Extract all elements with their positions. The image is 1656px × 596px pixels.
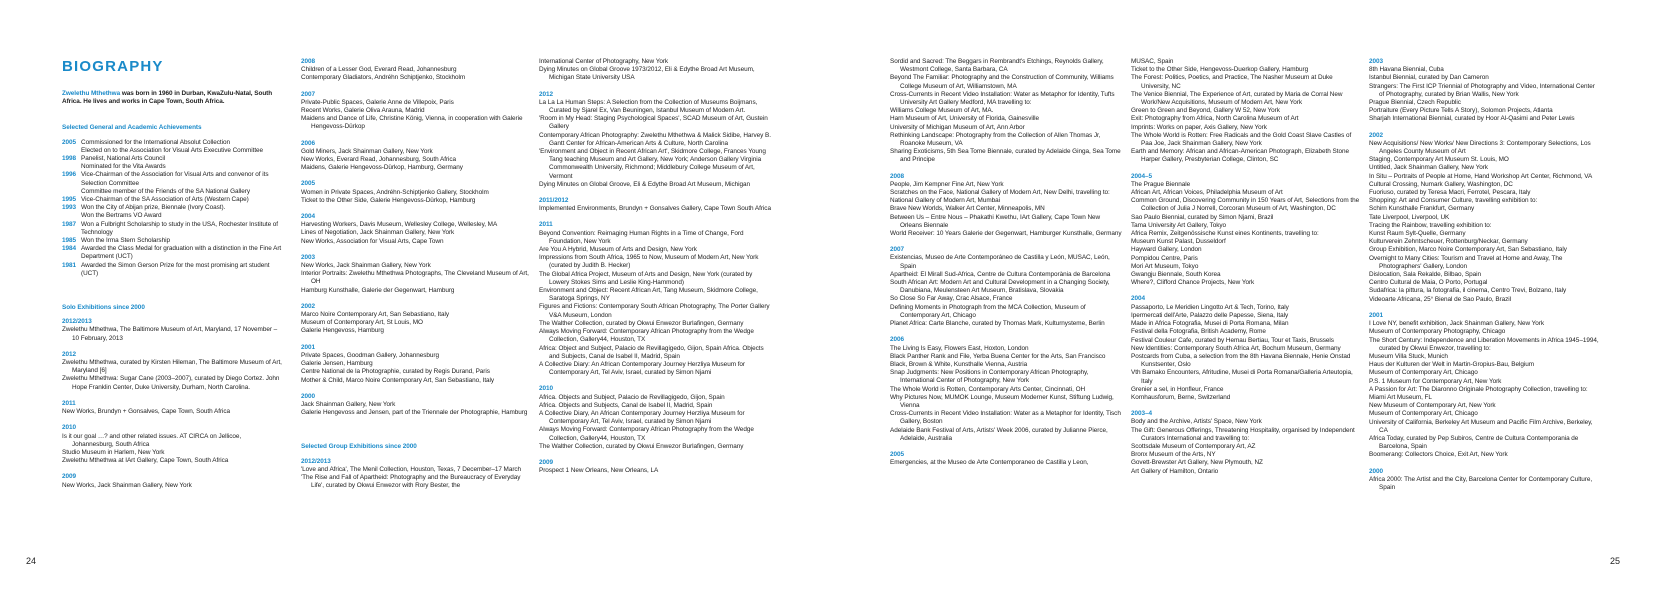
exhibition-entry: Common Ground, Discovering Community in 150 Years of Art, Selections from the Collection of Julia J Norrell, Corcoran Museum of Art, Washington, DC — [1131, 197, 1360, 213]
exhibition-year-block — [539, 221, 771, 377]
exhibition-entry: Always Moving Forward: Contemporary African Photography from the Wedge Collection, Gallery44, Houston, TX — [539, 426, 754, 442]
exhibition-entry: So Close So Far Away, Crac Alsace, France — [890, 295, 1013, 303]
exhibition-entry: Videoarte Africana, 25° Bienal de Sao Paulo, Brazil — [1369, 295, 1511, 303]
exhibition-entry: Apartheid: El Mirall Sud-Africa, Centre de Cultura Contemporània de Barcelona — [890, 270, 1111, 278]
exhibition-year: 2004 — [1131, 295, 1146, 303]
achievement-line: Panelist, National Arts Council — [81, 155, 166, 163]
exhibition-entry: Zwelethu Mthethwa, The Baltimore Museum of Art, Maryland, 17 November – 10 February, 2013 — [62, 326, 278, 342]
exhibition-year-block — [62, 473, 284, 489]
exhibition-entry: P.S. 1 Museum for Contemporary Art, New York — [1369, 377, 1502, 385]
exhibition-year: 2003–4 — [1131, 410, 1153, 418]
achievement-year: 1984 — [62, 245, 77, 253]
exhibition-entry: Scottsdale Museum of Contemporary Art, AZ — [1131, 442, 1256, 450]
exhibition-entry: New Museum of Contemporary Art, New York — [1369, 402, 1496, 410]
achievement-text — [81, 204, 284, 220]
achievement-text — [81, 245, 284, 261]
exhibition-entry: Portraiture (Every Picture Tells A Story), Solomon Projects, Atlanta — [1369, 107, 1553, 115]
exhibition-entry: Mother & Child, Marco Noire Contemporary Art, San Sebastiano, Italy — [301, 376, 495, 384]
exhibition-entry: Tama University Art Gallery, Tokyo — [1131, 221, 1227, 229]
achievement-line: Commissioned for the International Absolut Collection — [81, 138, 231, 146]
exhibition-year-block — [890, 173, 1122, 239]
exhibition-year-block — [539, 197, 771, 213]
exhibition-year-block — [1369, 132, 1601, 304]
exhibition-entry: I Love NY, benefit exhibition, Jack Shainman Gallery, New York — [1369, 320, 1544, 328]
exhibition-entry: Kornhausforum, Berne, Switzerland — [1131, 393, 1231, 401]
exhibition-year-block — [890, 336, 1122, 443]
exhibition-entry: Green to Green and Beyond, Gallery W 52, New York — [1131, 107, 1280, 115]
solo-exhibitions-part-2 — [301, 58, 533, 417]
achievement-line: Vice-Chairman of the SA Association of Arts (Western Cape) — [81, 196, 249, 204]
achievement-text — [81, 196, 284, 204]
exhibition-year-block — [62, 351, 284, 392]
exhibition-entry: Sudafrica: la pittura, la fotografia, il cinema, Centro Trevi, Bolzano, Italy — [1369, 287, 1567, 295]
solo-exhibitions-part-1 — [62, 318, 284, 489]
exhibition-entry: Mori Art Museum, Tokyo — [1131, 262, 1199, 270]
exhibition-entry: A Passion for Art: The Diaronno Originale Photography Collection, travelling to: — [1369, 385, 1588, 393]
exhibition-entry: The Short Century: Independence and Liberation Movements in Africa 1945–1994, curated by Okwui Enwezor, travelling to: — [1369, 336, 1599, 352]
exhibition-year-block — [539, 91, 771, 189]
exhibition-entry: Haus der Kulturen der Welt in Martin-Gropius-Bau, Belgium — [1369, 361, 1535, 369]
achievement-line: Vice-Chairman of the Association for Visual Arts and convenor of its Selection Committee — [81, 171, 269, 187]
exhibition-entry: 'Room in My Head: Staging Psychological Spaces', SCAD Museum of Art, Gustein Gallery — [539, 115, 768, 131]
column-5 — [1131, 58, 1363, 484]
exhibition-entry: Centro Cultural de Maia, O Porto, Portugal — [1369, 279, 1488, 287]
exhibition-year: 2004–5 — [1131, 172, 1153, 180]
exhibition-entry: The Whole World is Rotten, Contemporary Arts Center, Cincinnati, OH — [890, 385, 1086, 393]
achievement-row — [62, 237, 284, 245]
exhibition-entry: World Receiver: 10 Years Galerie der Gegenwart, Hamburger Kunsthalle, Germany — [890, 230, 1122, 238]
exhibition-year: 2001 — [1369, 311, 1384, 319]
exhibition-entry: Body and the Archive, Artists' Space, New York — [1131, 418, 1262, 426]
achievement-row — [62, 221, 284, 237]
exhibition-entry: Festival Couleur Cafe, curated by Hemau Bertiau, Tour et Taxis, Brussels — [1131, 336, 1334, 344]
exhibition-entry: Zwelethu Mthethwa at IArt Gallery, Cape Town, South Africa — [62, 457, 229, 465]
exhibition-year-block — [1131, 173, 1363, 288]
exhibition-entry: Dying Minutes on Global Groove, Eli & Edythe Broad Art Museum, Michigan — [539, 180, 750, 188]
column-2 — [301, 58, 533, 498]
exhibition-entry: Miami Art Museum, FL — [1369, 393, 1432, 401]
exhibition-year-block — [1369, 312, 1601, 460]
achievements-list — [62, 139, 284, 278]
exhibition-year: 2007 — [890, 246, 905, 254]
exhibition-entry: Kulturverein Zehntscheuer, Rottenburg/Neckar, Germany — [1369, 238, 1528, 246]
exhibition-year: 2006 — [890, 336, 905, 344]
exhibition-entry: Children of a Lesser God, Everard Read, Johannesburg — [301, 66, 457, 74]
page-number-left: 24 — [26, 556, 37, 566]
achievement-line: Won a Fulbright Scholarship to study in the USA, Rochester Institute of Technology — [81, 220, 279, 236]
exhibition-entry: Implemented Environments, Brundyn + Gonsalves Gallery, Cape Town South Africa — [539, 205, 771, 213]
group-exhibitions-part-2 — [539, 58, 771, 475]
exhibition-year-block — [1369, 58, 1601, 124]
exhibition-entry: Zwelethu Mthethwa, curated by Kirsten Hileman, The Baltimore Museum of Art, Maryland [6] — [62, 359, 282, 375]
exhibition-entry: New Works, Jack Shainman Gallery, New York — [62, 481, 192, 489]
exhibition-year-block — [1131, 295, 1363, 402]
exhibition-entry: Grenier a sel, in Honfleur, France — [1131, 385, 1224, 393]
exhibition-entry: Strangers: The First ICP Triennial of Photography and Video, International Center of Photography, curated by Brian Wallis, New York — [1369, 82, 1595, 98]
exhibition-entry: The Whole World is Rotten: Free Radicals and the Gold Coast Slave Castles of Paa Joe, Jack Shainman Gallery, New York — [1131, 131, 1352, 148]
exhibition-year: 2006 — [301, 139, 316, 147]
exhibition-entry: The Walther Collection, curated by Okwui Enwezor Burlafingen, Germany — [539, 442, 744, 450]
exhibition-entry: Black Panther Rank and File, Yerba Buena Center for the Arts, San Francisco — [890, 352, 1106, 360]
exhibition-year: 2001 — [301, 343, 316, 351]
exhibition-entry: The Forest: Politics, Poetics, and Practice, The Nasher Museum at Duke University, NC — [1131, 74, 1333, 90]
exhibition-entry: New Works, Everard Read, Johannesburg, South Africa — [301, 156, 457, 164]
exhibition-entry: Cross-Currents in Recent Video Installation: Water as a Metaphor for Identity, Tisch Gallery, Boston — [890, 410, 1121, 426]
group-exhibitions-part-1 — [301, 458, 533, 491]
exhibition-entry: A Collective Diary, An African Contemporary Journey Herzliya Museum for Contemporary Art, Tel Aviv, Israel, curated by Simon Njami — [539, 409, 745, 426]
exhibition-entry: African Art, African Voices, Philadelphia Museum of Art — [1131, 189, 1283, 197]
exhibition-year-block — [890, 246, 1122, 328]
exhibition-entry: 8th Havana Biennial, Cuba — [1369, 66, 1444, 74]
exhibition-entry: Cultural Crossing, Numark Gallery, Washington, DC — [1369, 180, 1513, 188]
exhibition-year-block — [1131, 410, 1363, 476]
exhibition-entry: Ticket to the Other Side, Galerie Hengevoss-Dürkop, Hamburg — [301, 196, 476, 204]
exhibition-entry: Prague Biennial, Czech Republic — [1369, 99, 1461, 107]
exhibition-year: 2005 — [890, 450, 905, 458]
exhibition-entry: Imprints: Works on paper, Axis Gallery, New York — [1131, 123, 1267, 131]
exhibition-entry: Hayward Gallery, London — [1131, 246, 1202, 254]
exhibition-year: 2005 — [301, 180, 316, 188]
exhibition-year-block — [301, 140, 533, 173]
exhibition-entry: Galerie Hengevoss and Jensen, part of the Triennale der Photographie, Hamburg — [301, 409, 528, 417]
exhibition-year-block — [301, 344, 533, 385]
exhibition-year: 2012/2013 — [62, 318, 92, 326]
exhibition-entry: New Works, Brundyn + Gonsalves, Cape Town, South Africa — [62, 408, 231, 416]
exhibition-year: 2008 — [890, 172, 905, 180]
exhibition-entry: 'The Rise and Fall of Apartheid: Photography and the Bureaucracy of Everyday Life', curated by Okwui Enwezor with Rory Bester, the — [301, 473, 521, 490]
exhibition-year-block — [62, 400, 284, 416]
exhibition-year: 2010 — [539, 385, 554, 393]
exhibition-entry: International Center of Photography, New York — [539, 58, 669, 65]
exhibition-entry: The Prague Biennale — [1131, 180, 1191, 188]
exhibition-entry: Planet Africa: Carte Blanche, curated by Thomas Mark, Kulturnysteme, Berlin — [890, 320, 1105, 328]
exhibition-year: 2008 — [301, 58, 316, 65]
exhibition-entry: Ticket to the Other Side, Hengevoss-Duerkop Gallery, Hamburg — [1131, 66, 1309, 74]
exhibition-entry: Are You A Hybrid, Museum of Arts and Design, New York — [539, 246, 697, 254]
exhibition-year: 2012 — [539, 90, 554, 98]
exhibition-entry: Cross-Currents in Recent Video Installation: Water as Metaphor for Identity, Tufts University Art Gallery Medford, MA travelling to: — [890, 90, 1115, 107]
exhibition-entry: Museum Kunst Palast, Dusseldorf — [1131, 238, 1226, 246]
exhibition-entry: Kunst Raum Sylt-Quelle, Germany — [1369, 230, 1466, 238]
exhibition-entry: Scratches on the Face, National Gallery of Modern Art, New Delhi, travelling to: — [890, 189, 1110, 197]
exhibition-year: 2002 — [301, 302, 316, 310]
group-exhibitions-part-5 — [1369, 58, 1601, 492]
exhibition-year: 2000 — [301, 392, 316, 400]
exhibition-year-block — [539, 385, 771, 451]
exhibition-entry: Maidens and Dance of Life, Christine König, Vienna, in cooperation with Galerie Hengevoss-Dürkop — [301, 115, 523, 131]
exhibition-entry: Art Gallery of Hamilton, Ontario — [1131, 467, 1219, 475]
column-1 — [62, 58, 284, 498]
achievement-line: Won the Irma Stern Scholarship — [81, 237, 170, 245]
intro-text: was born in 1960 in Durban, KwaZulu-Natal, South Africa. He lives and works in Cape Town, South Africa. — [62, 90, 273, 106]
exhibition-entry: Lines of Negotiation, Jack Shainman Gallery, New York — [301, 229, 455, 237]
column-4 — [890, 58, 1122, 475]
achievement-year: 2005 — [62, 138, 77, 146]
achievement-year: 1987 — [62, 220, 77, 228]
exhibition-entry: Africa Today, curated by Pep Subiros, Centre de Cultura Contemporania de Barcelona, Spain — [1369, 434, 1579, 451]
exhibition-entry: Harn Museum of Art, University of Florida, Gainesville — [890, 115, 1039, 123]
exhibition-year: 2011 — [62, 399, 76, 407]
exhibition-year: 2009 — [62, 473, 77, 481]
exhibition-entry: Museum of Contemporary Art, Chicago — [1369, 369, 1478, 377]
exhibition-entry: Gold Miners, Jack Shainman Gallery, New York — [301, 147, 433, 155]
exhibition-entry: Prospect 1 New Orleans, New Orleans, LA — [539, 467, 659, 475]
exhibition-entry: National Gallery of Modern Art, Mumbai — [890, 197, 1000, 205]
achievement-text — [81, 262, 284, 278]
exhibition-entry: Overnight to Many Cities: Tourism and Travel at Home and Away, The Photographers' Gallery, London — [1369, 254, 1563, 270]
exhibition-entry: La La La Human Steps: A Selection from the Collection of Museums Boijmans, Curated by Sjarel Ex, Van Beuningen, Istanbul Museum of Modern Art. — [539, 98, 758, 115]
exhibition-entry: Where?, Clifford Chance Projects, New York — [1131, 279, 1255, 287]
exhibition-entry: Sharjah International Biennial, curated by Hoor Al-Qasimi and Peter Lewis — [1369, 115, 1575, 123]
exhibition-entry: Tracing the Rainbow, travelling exhibition to: — [1369, 221, 1492, 229]
page-number-right: 25 — [1610, 556, 1621, 566]
achievement-row — [62, 262, 284, 278]
page-title: BIOGRAPHY — [62, 58, 164, 75]
exhibition-year-block — [539, 58, 771, 83]
exhibition-entry: New Works, Association for Visual Arts, Cape Town — [301, 237, 444, 245]
achievement-text — [81, 139, 284, 155]
exhibition-entry: Bronx Museum of the Arts, NY — [1131, 451, 1216, 459]
achievement-line: Elected on to the Association for Visual Arts Executive Committee — [81, 146, 264, 154]
exhibition-entry: Ipermercati dell'Arte, Palazzo delle Papesse, Siena, Italy — [1131, 311, 1289, 319]
achievement-year: 1998 — [62, 155, 77, 163]
exhibition-year-block — [62, 424, 284, 465]
exhibition-entry: Museum Villa Stuck, Munich — [1369, 352, 1448, 360]
exhibition-entry: Fuoriuso, curated by Teresa Macri, Ferrotel, Pescara, Italy — [1369, 189, 1531, 197]
exhibition-entry: Govett-Brewster Art Gallery, New Plymouth, NZ — [1131, 459, 1263, 467]
achievement-text — [81, 237, 284, 245]
exhibition-entry: Hamburg Kunsthalle, Galerie der Gegenwart, Hamburg — [301, 286, 455, 294]
exhibition-entry: Made in Africa Fotografia, Musei di Porta Romana, Milan — [1131, 320, 1289, 328]
achievement-year: 1996 — [62, 171, 77, 179]
exhibition-year-block — [301, 393, 533, 418]
exhibition-entry: Vth Bamako Encounters, Afritudine, Musei di Porta Romana/Galleria Arteutopia, Italy — [1131, 369, 1353, 385]
achievement-row — [62, 245, 284, 261]
exhibition-entry: 'Environment and Object in Recent African Art', Skidmore College, Frances Young Tang teaching Museum and Art Gallery, New York; Anderson Gallery Virginia Commonwealth University, Richmond; Middlebury College Museum of Art, Vermont — [539, 148, 766, 180]
exhibition-entry: New Works, Jack Shainman Gallery, New York — [301, 262, 431, 270]
exhibition-entry: Museum of Contemporary Photography, Chicago — [1369, 328, 1506, 336]
exhibition-entry: Harvesting Workers, Davis Museum, Wellesley College, Wellesley, MA — [301, 221, 498, 229]
achievement-row — [62, 204, 284, 220]
exhibition-entry: Between Us – Entre Nous – Phakathi Kwethu, IArt Gallery, Cape Town New Orleans Biennale — [890, 213, 1101, 229]
exhibition-entry: Beyond The Familiar: Photography and the Construction of Community, Williams College Museum of Art, Williamstown, MA — [890, 74, 1114, 90]
exhibition-entry: The Living Is Easy, Flowers East, Hoxton, London — [890, 344, 1029, 352]
exhibition-entry: Exit: Photography from Africa, North Carolina Museum of Art — [1131, 115, 1299, 123]
exhibition-entry: University of Michigan Museum of Art, Ann Arbor — [890, 123, 1025, 131]
exhibition-entry: Postcards from Cuba, a selection from the 8th Havana Biennale, Henie Onstad Kunstsenter, Oslo — [1131, 352, 1351, 369]
exhibition-year-block — [1131, 58, 1363, 165]
achievement-year: 1981 — [62, 261, 77, 269]
exhibition-entry: Brave New Worlds, Walker Art Center, Minneapolis, MN — [890, 205, 1045, 213]
exhibition-entry: South African Art: Modern Art and Cultural Development in a Changing Society, Danubiana, Meulensteen Art Museum, Bratislava, Slovakia — [890, 279, 1110, 295]
exhibition-entry: Why Pictures Now, MUMOK Lounge, Museum Moderner Kunst, Stiftung Ludwig, Vienna — [890, 393, 1114, 409]
exhibition-entry: Zwelethu Mthethwa: Sugar Cane (2003–2007), curated by Diego Cortez. John Hope Franklin Center, Duke University, Durham, North Carolina. — [62, 375, 280, 391]
exhibition-entry: Centre National de la Photographie, curated by Regis Durand, Paris — [301, 368, 490, 376]
exhibition-entry: Adelaide Bank Festival of Arts, Artists' Week 2006, curated by Julianne Pierce, Adelaide, Australia — [890, 426, 1108, 442]
achievement-line: Won the City of Abijan prize, Biennale (Ivory Coast). — [81, 204, 226, 212]
exhibition-year-block — [301, 180, 533, 205]
exhibition-entry: Gwangju Biennale, South Korea — [1131, 271, 1221, 279]
group-heading: Selected Group Exhibitions since 2000 — [301, 443, 417, 451]
achievement-year: 1985 — [62, 237, 77, 245]
exhibition-year: 2012 — [62, 350, 77, 358]
exhibition-entry: 'Love and Africa', The Menil Collection, Houston, Texas, 7 December–17 March — [301, 465, 522, 473]
exhibition-entry: The Gift: Generous Offerings, Threatening Hospitality, organised by Independent Curators International and travelling to: — [1131, 426, 1355, 442]
exhibition-year-block — [301, 91, 533, 132]
exhibition-entry: Passaporto, Le Meridien Lingotto Art & Tech, Torino, Italy — [1131, 303, 1289, 311]
achievement-line: Committee member of the Friends of the SA National Gallery — [81, 187, 251, 195]
exhibition-entry: The Walther Collection, curated by Okwui Enwezor Burlafingen, Germany — [539, 319, 744, 327]
exhibition-year: 2000 — [1369, 467, 1384, 475]
exhibition-entry: A Collective Diary: An African Contemporary Journey Herzliya Museum for Contemporary Art, Tel Aviv, Israel, curated by Simon Njami — [539, 360, 746, 377]
exhibition-entry: Istanbul Biennial, curated by Dan Cameron — [1369, 74, 1489, 82]
exhibition-entry: Dying Minutes on Global Groove 1973/2012, Eli & Edythe Broad Art Museum, Michigan State University USA — [539, 66, 755, 82]
achievement-text — [81, 171, 284, 196]
exhibition-year: 2007 — [301, 90, 316, 98]
exhibition-year: 2002 — [1369, 131, 1384, 139]
achievement-text — [81, 221, 284, 237]
exhibition-entry: Schirn Kunsthalle Frankfurt, Germany — [1369, 205, 1475, 213]
exhibition-entry: Shopping: Art and Consumer Culture, travelling exhibition to: — [1369, 197, 1538, 205]
exhibition-year: 2004 — [301, 213, 316, 221]
exhibition-entry: Sharing Exoticisms, 5th Sea Tome Biennale, curated by Adelaide Ginga, Sea Tome and Principe — [890, 148, 1121, 164]
achievement-line: Awarded the Simon Gerson Prize for the most promising art student (UCT) — [81, 261, 270, 277]
exhibition-year: 2009 — [539, 458, 554, 466]
exhibition-entry: Private Spaces, Goodman Gallery, Johannesburg — [301, 351, 439, 359]
achievements-heading: Selected General and Academic Achievements — [62, 124, 202, 132]
exhibition-entry: Rethinking Landscape: Photography from the Collection of Allen Thomas Jr, Roanoke Museum, VA — [890, 131, 1101, 148]
exhibition-entry: Williams College Museum of Art, MA. — [890, 107, 994, 115]
exhibition-entry: Women in Private Spaces, Andréhn-Schiptjenko Gallery, Stockholm — [301, 188, 489, 196]
exhibition-entry: Sordid and Sacred: The Beggars in Rembrandt's Etchings, Reynolds Gallery, Westmont College, Santa Barbara, CA — [890, 58, 1104, 74]
achievement-text — [81, 155, 284, 171]
exhibition-entry: Black, Brown & White, Kunsthalle Vienna, Austria — [890, 360, 1028, 368]
exhibition-entry: Festival della Fotografia, British Academy, Rome — [1131, 328, 1266, 336]
exhibition-entry: Environment and Object: Recent African Art, Tang Museum, Skidmore College, Saratoga Springs, NY — [539, 287, 758, 303]
exhibition-entry: Is it our goal …? and other related issues. AT CIRCA on Jellicoe, Johannesburg, South Africa — [62, 432, 242, 448]
achievement-year: 1993 — [62, 204, 77, 212]
achievement-row — [62, 155, 284, 171]
exhibition-entry: Impressions from South Africa, 1965 to Now, Museum of Modern Art, New York (curated by Judith B. Hecker) — [539, 254, 759, 270]
exhibition-entry: Sao Paulo Biennial, curated by Simon Njami, Brazil — [1131, 213, 1274, 221]
exhibition-entry: New Acquisitions/ New Works/ New Directions 3: Contemporary Selections, Los Angeles County Museum of Art — [1369, 139, 1591, 156]
achievement-row — [62, 171, 284, 196]
achievement-line: Nominated for the Vita Awards — [81, 163, 166, 171]
group-exhibitions-part-3 — [890, 58, 1122, 467]
exhibition-entry: Galerie Jensen, Hamburg — [301, 360, 373, 368]
exhibition-entry: Africa. Objects and Subjects, Canal de Isabel II, Madrid, Spain — [539, 401, 713, 409]
exhibition-entry: Africa 2000: The Artist and the City, Barcelona Center for Contemporary Culture, Spain — [1369, 475, 1593, 491]
exhibition-year-block — [301, 303, 533, 336]
exhibition-year: 2003 — [301, 253, 316, 261]
exhibition-year-block — [301, 58, 533, 83]
exhibition-entry: Emergencies, at the Museo de Arte Contemporaneo de Castilla y Leon, — [890, 459, 1089, 467]
exhibition-entry: Earth and Memory: African and African-American Photograph, Elizabeth Stone Harper Gallery, Presbyterian College, Clinton, SC — [1131, 148, 1349, 164]
intro-paragraph — [62, 90, 284, 106]
exhibition-entry: Africa. Objects and Subject, Palacio de Revillagigedo, Gijon, Spain — [539, 393, 725, 401]
exhibition-entry: The Global Africa Project, Museum of Arts and Design, New York (curated by Lowery Stokes Sims and Leslie King-Hammond) — [539, 270, 753, 286]
exhibition-entry: Staging, Contemporary Art Museum St. Louis, MO — [1369, 156, 1509, 164]
exhibition-year-block — [890, 451, 1122, 467]
exhibition-year-block — [301, 254, 533, 295]
exhibition-entry: Pompidou Centre, Paris — [1131, 254, 1198, 262]
exhibition-entry: Contemporary Gladiators, Andréhn Schiptjenko, Stockholm — [301, 74, 466, 82]
exhibition-entry: In Situ – Portraits of People at Home, Hand Workshop Art Center, Richmond, VA — [1369, 172, 1593, 180]
exhibition-entry: Defining Moments in Photograph from the MCA Collection, Museum of Contemporary Art, Chicago — [890, 303, 1086, 319]
exhibition-entry: Beyond Convention: Reimaging Human Rights in a Time of Change, Ford Foundation, New York — [539, 229, 744, 245]
achievement-line: Won the Bertrams VO Award — [81, 212, 162, 220]
exhibition-entry: Studio Museum in Harlem, New York — [62, 448, 165, 456]
exhibition-year-block — [301, 213, 533, 246]
exhibition-entry: Africa Remix, Zeitgenössische Kunst eines Kontinents, travelling to: — [1131, 230, 1319, 238]
exhibition-entry: Existencias, Museo de Arte Contemporáneo de Castilla y León, MUSAC, León, Spain — [890, 254, 1110, 270]
column-6 — [1369, 58, 1601, 500]
exhibition-entry: Recent Works, Galerie Oliva Arauna, Madrid — [301, 107, 425, 115]
exhibition-entry: Museum of Contemporary Art, St Louis, MO — [301, 319, 423, 327]
achievement-row — [62, 139, 284, 155]
exhibition-entry: Group Exhibition, Marco Noire Contemporary Art, San Sebastiano, Italy — [1369, 246, 1567, 254]
exhibition-entry: Snap Judgments: New Positions in Contemporary African Photography, International Center of Photography, New York — [890, 369, 1089, 385]
achievement-line: Awarded the Class Medal for graduation with a distinction in the Fine Art Department (UCT) — [81, 245, 282, 261]
exhibition-entry: Jack Shainman Gallery, New York — [301, 400, 396, 408]
exhibition-year-block — [1369, 468, 1601, 493]
exhibition-year-block — [62, 318, 284, 343]
solo-heading: Solo Exhibitions since 2000 — [62, 304, 145, 312]
exhibition-entry: New Identities: Contemporary South Africa Art, Bochum Museum, Germany — [1131, 344, 1341, 352]
exhibition-entry: Africa: Object and Subject, Palacio de Revillagigedo, Gijon, Spain Africa. Objects and Subjects, Canal de Isabel II, Madrid, Spain — [539, 344, 764, 360]
exhibition-entry: Private-Public Spaces, Galerie Anne de Villepoix, Paris — [301, 98, 454, 106]
exhibition-entry: University of California, Berkeley Art Museum and Pacific Film Archive, Berkeley, CA — [1369, 418, 1593, 434]
exhibition-entry: Figures and Fictions: Contemporary South African Photography, The Porter Gallery V&A Museum, London — [539, 303, 770, 319]
exhibition-entry: Marco Noire Contemporary Art, San Sebastiano, Italy — [301, 311, 450, 319]
exhibition-year: 2011 — [539, 221, 553, 229]
exhibition-year: 2003 — [1369, 58, 1384, 65]
exhibition-entry: Always Moving Forward: Contemporary African Photography from the Wedge Collection, Gallery44, Houston, TX — [539, 328, 754, 344]
exhibition-entry: Contemporary African Photography: Zwelethu Mthethwa & Malick Sidibe, Harvey B. Gantt Center for African-American Arts & Culture, North Carolina — [539, 131, 771, 147]
exhibition-year-block — [539, 459, 771, 475]
exhibition-entry: MUSAC, Spain — [1131, 58, 1174, 65]
exhibition-entry: Tate Liverpool, Liverpool, UK — [1369, 213, 1450, 221]
exhibition-entry: Maidens, Galerie Hengevoss-Dürkop, Hamburg, Germany — [301, 164, 463, 172]
exhibition-entry: People, Jim Kempner Fine Art, New York — [890, 180, 1004, 188]
exhibition-entry: Dislocation, Sala Rekalde, Bilbao, Spain — [1369, 271, 1482, 279]
achievement-row — [62, 196, 284, 204]
exhibition-entry: Boomerang: Collectors Choice, Exit Art, New York — [1369, 451, 1508, 459]
exhibition-entry: The Venice Biennial, The Experience of Art, curated by Maria de Corral New Work/New Acquisitions, Museum of Modern Art, New York — [1131, 90, 1343, 107]
exhibition-year-block — [890, 58, 1122, 165]
exhibition-year: 2012/2013 — [301, 457, 331, 465]
exhibition-year-block — [301, 458, 533, 491]
exhibition-entry: Untitled, Jack Shainman Gallery, New York — [1369, 164, 1488, 172]
exhibition-year: 2010 — [62, 424, 77, 432]
exhibition-entry: Galerie Hengevoss, Hamburg — [301, 327, 384, 335]
exhibition-entry: Museum of Contemporary Art, Chicago — [1369, 410, 1478, 418]
exhibition-entry: Interior Portraits: Zwelethu Mthethwa Photographs, The Cleveland Museum of Art, OH — [301, 270, 529, 286]
achievement-year: 1995 — [62, 196, 77, 204]
exhibition-year: 2011/2012 — [539, 197, 569, 205]
artist-name: Zwelethu Mthethwa — [62, 90, 121, 97]
group-exhibitions-part-4 — [1131, 58, 1363, 476]
column-3 — [539, 58, 771, 483]
